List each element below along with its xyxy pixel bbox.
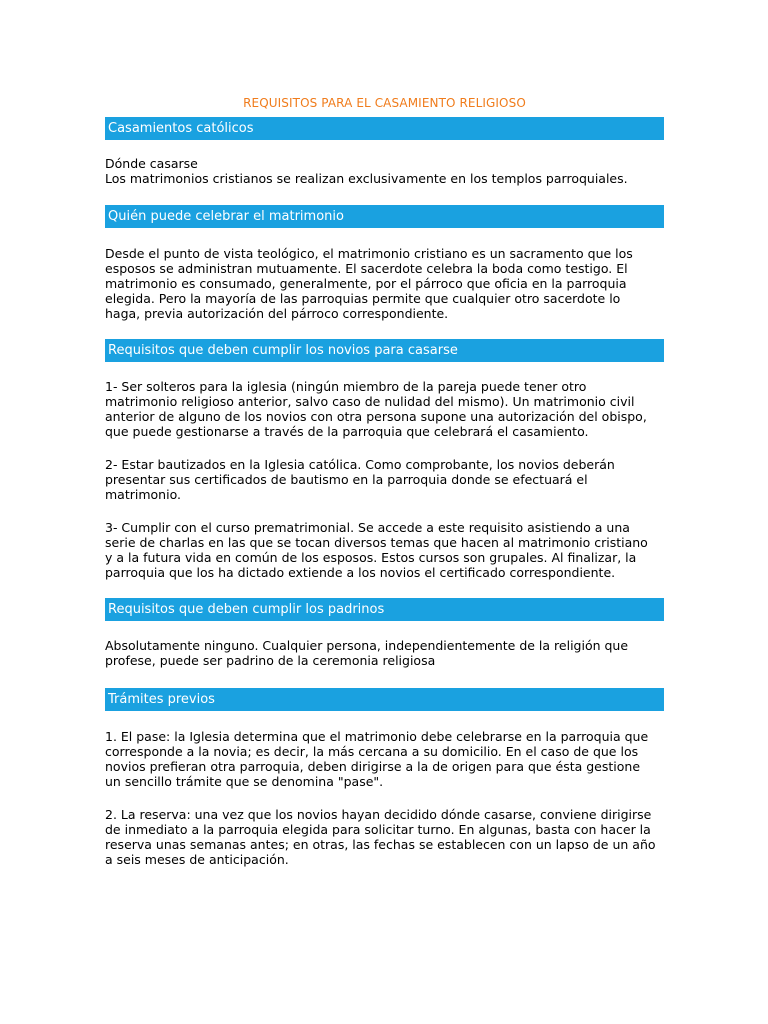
- text-line: matrimonio es consumado, generalmente, por el párroco que oficia en la parroquia: [105, 276, 627, 291]
- paragraph: [105, 520, 664, 580]
- text-line: 2- Estar bautizados en la Iglesia católica. Como comprobante, los novios deberán: [105, 457, 615, 472]
- text-line: Dónde casarse: [105, 156, 198, 171]
- section-heading-requisitos-novios: Requisitos que deben cumplir los novios para casarse: [105, 339, 664, 362]
- text-line: profese, puede ser padrino de la ceremonia religiosa: [105, 653, 436, 668]
- paragraph: [105, 638, 664, 668]
- text-line: anterior de alguno de los novios con otra persona supone una autorización del obispo,: [105, 409, 647, 424]
- text-line: a seis meses de anticipación.: [105, 852, 289, 867]
- document-title: REQUISITOS PARA EL CASAMIENTO RELIGIOSO: [243, 96, 526, 110]
- paragraph: [105, 807, 664, 867]
- text-line: elegida. Pero la mayoría de las parroquias permite que cualquier otro sacerdote lo: [105, 291, 621, 306]
- text-line: 2. La reserva: una vez que los novios hayan decidido dónde casarse, conviene dirigirse: [105, 807, 652, 822]
- section-body-casamientos-catolicos: [105, 140, 664, 205]
- text-line: parroquia que los ha dictado extiende a los novios el certificado correspondiente.: [105, 565, 616, 580]
- document-page: [105, 96, 664, 867]
- text-line: Los matrimonios cristianos se realizan exclusivamente en los templos parroquiales.: [105, 171, 628, 186]
- section-body-tramites-previos: [105, 711, 664, 867]
- paragraph: [105, 457, 664, 502]
- text-line: que puede gestionarse a través de la parroquia que celebrará el casamiento.: [105, 424, 589, 439]
- paragraph: [105, 729, 664, 789]
- text-line: matrimonio religioso anterior, salvo caso de nulidad del mismo). Un matrimonio civil: [105, 394, 635, 409]
- section-body-requisitos-padrinos: [105, 621, 664, 688]
- section-body-quien-puede-celebrar: [105, 228, 664, 339]
- text-line: Absolutamente ninguno. Cualquier persona, independientemente de la religión que: [105, 638, 629, 653]
- paragraph: [105, 246, 664, 321]
- text-line: 3- Cumplir con el curso prematrimonial. Se accede a este requisito asistiendo a una: [105, 520, 630, 535]
- text-line: y a la futura vida en común de los esposos. Estos cursos son grupales. Al finalizar, la: [105, 550, 637, 565]
- text-line: serie de charlas en las que se tocan diversos temas que hacen al matrimonio cristiano: [105, 535, 648, 550]
- text-line: reserva unas semanas antes; en otras, las fechas se establecen con un lapso de un año: [105, 837, 656, 852]
- section-heading-requisitos-padrinos: Requisitos que deben cumplir los padrinos: [105, 598, 664, 621]
- text-line: presentar sus certificados de bautismo en la parroquia donde se efectuará el: [105, 472, 588, 487]
- section-body-requisitos-novios: [105, 362, 664, 598]
- section-heading-casamientos-catolicos: Casamientos católicos: [105, 117, 664, 140]
- text-line: un sencillo trámite que se denomina "pase".: [105, 774, 384, 789]
- text-line: 1. El pase: la Iglesia determina que el matrimonio debe celebrarse en la parroquia que: [105, 729, 649, 744]
- text-line: 1- Ser solteros para la iglesia (ningún miembro de la pareja puede tener otro: [105, 379, 587, 394]
- text-line: matrimonio.: [105, 487, 181, 502]
- paragraph: [105, 156, 664, 186]
- text-line: Desde el punto de vista teológico, el matrimonio cristiano es un sacramento que los: [105, 246, 633, 261]
- text-line: de inmediato a la parroquia elegida para solicitar turno. En algunas, basta con hacer la: [105, 822, 651, 837]
- text-line: novios prefieran otra parroquia, deben dirigirse a la de origen para que ésta gestione: [105, 759, 641, 774]
- paragraph: [105, 379, 664, 439]
- text-line: haga, previa autorización del párroco correspondiente.: [105, 306, 449, 321]
- text-line: esposos se administran mutuamente. El sacerdote celebra la boda como testigo. El: [105, 261, 628, 276]
- section-heading-quien-puede-celebrar: Quién puede celebrar el matrimonio: [105, 205, 664, 228]
- text-line: corresponde a la novia; es decir, la más cercana a su domicilio. En el caso de que los: [105, 744, 639, 759]
- section-heading-tramites-previos: Trámites previos: [105, 688, 664, 711]
